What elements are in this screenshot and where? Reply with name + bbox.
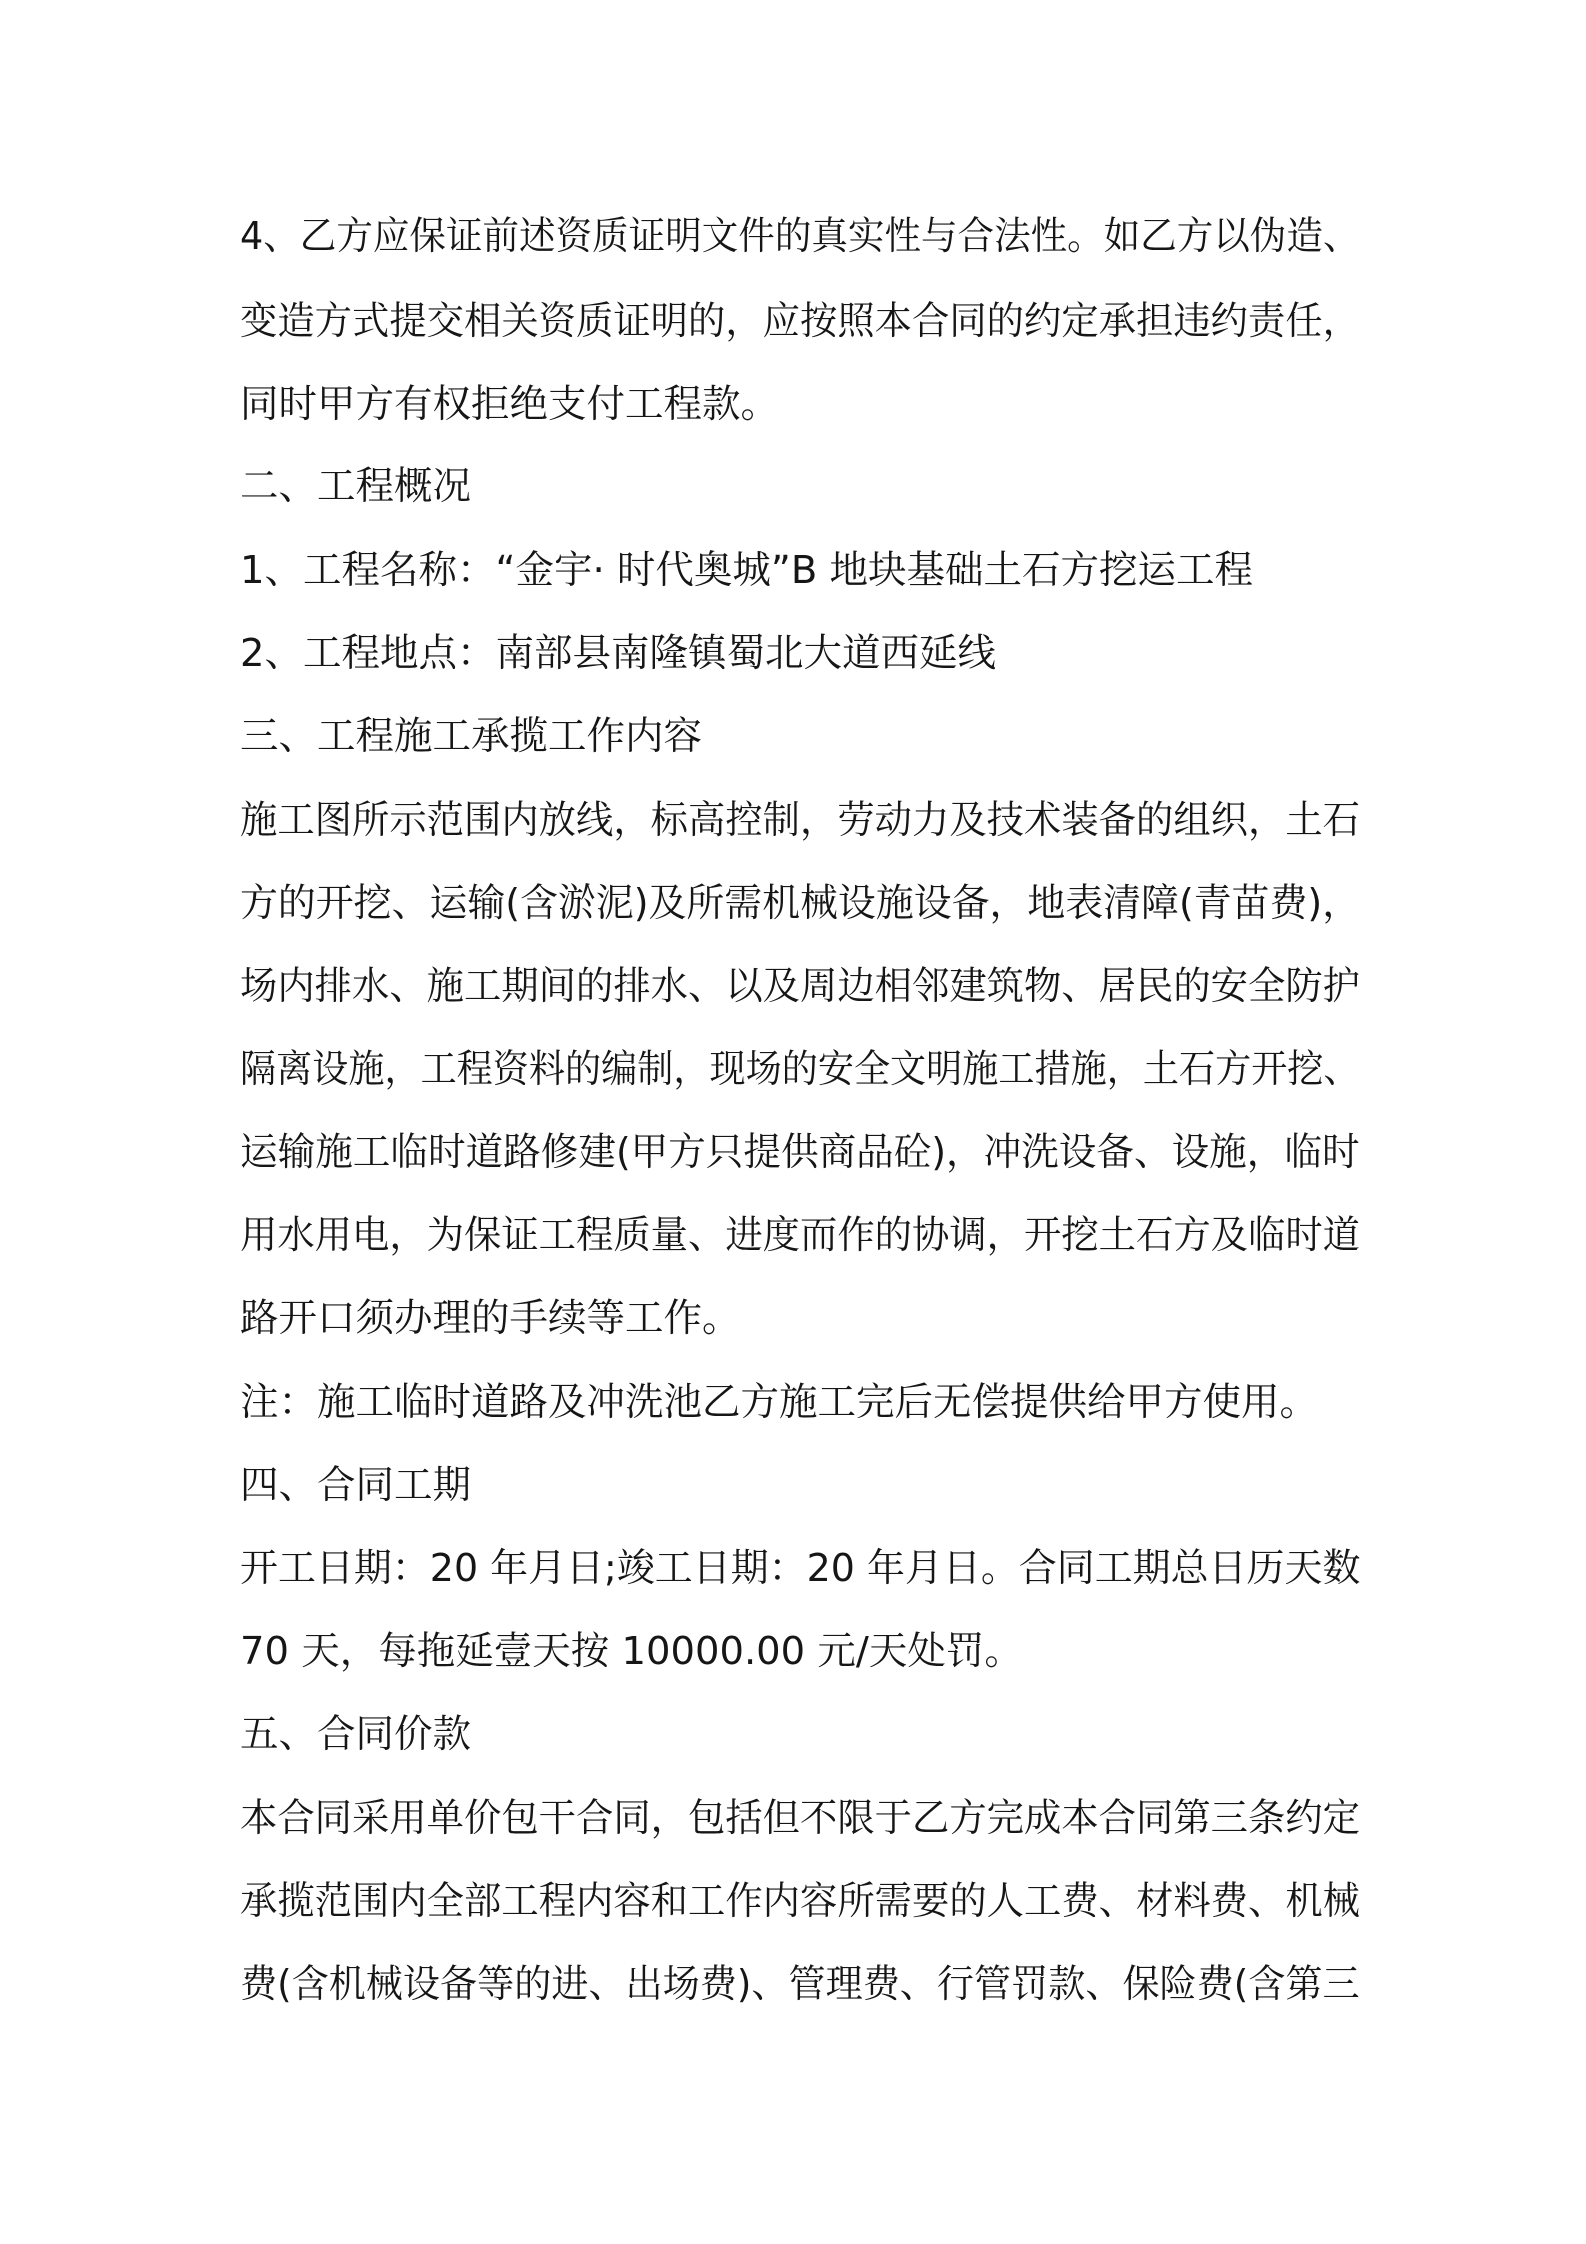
- paragraph-line: 费(含机械设备等的进、出场费)、管理费、行管罚款、保险费(含第三: [240, 1962, 1360, 2007]
- paragraph-line: 同时甲方有权拒绝支付工程款。: [240, 382, 780, 427]
- section-heading: 五、合同价款: [240, 1712, 472, 1757]
- paragraph-line: 场内排水、施工期间的排水、以及周边相邻建筑物、居民的安全防护: [240, 964, 1361, 1009]
- paragraph-line: 路开口须办理的手续等工作。: [240, 1296, 741, 1341]
- paragraph-line: 施工图所示范围内放线，标高控制，劳动力及技术装备的组织，土石: [240, 798, 1361, 843]
- paragraph-line: 4、乙方应保证前述资质证明文件的真实性与合法性。如乙方以伪造、: [240, 214, 1360, 259]
- section-heading: 三、工程施工承揽工作内容: [240, 714, 703, 759]
- section-heading: 二、工程概况: [240, 464, 472, 509]
- paragraph-line: 70 天，每拖延壹天按 10000.00 元/天处罚。: [240, 1629, 1023, 1674]
- paragraph-line: 承揽范围内全部工程内容和工作内容所需要的人工费、材料费、机械: [240, 1879, 1361, 1924]
- paragraph-line: 开工日期：20 年月日;竣工日期：20 年月日。合同工期总日历天数: [240, 1546, 1361, 1591]
- paragraph-line: 隔离设施，工程资料的编制，现场的安全文明施工措施，土石方开挖、: [240, 1047, 1360, 1092]
- note-line: 注：施工临时道路及冲洗池乙方施工完后无偿提供给甲方使用。: [240, 1380, 1319, 1425]
- paragraph-line: 运输施工临时道路修建(甲方只提供商品砼)，冲洗设备、设施，临时: [240, 1130, 1360, 1175]
- paragraph-line: 方的开挖、运输(含淤泥)及所需机械设施设备，地表清障(青苗费)，: [240, 881, 1361, 926]
- paragraph-line: 本合同采用单价包干合同，包括但不限于乙方完成本合同第三条约定: [240, 1796, 1361, 1841]
- paragraph-line: 变造方式提交相关资质证明的，应按照本合同的约定承担违约责任，: [240, 299, 1361, 344]
- section-heading: 四、合同工期: [240, 1463, 472, 1508]
- paragraph-line: 2、工程地点：南部县南隆镇蜀北大道西延线: [240, 631, 996, 676]
- paragraph-line: 用水用电，为保证工程质量、进度而作的协调，开挖土石方及临时道: [240, 1213, 1361, 1258]
- paragraph-line: 1、工程名称：“金宇· 时代奥城”B 地块基础土石方挖运工程: [240, 548, 1254, 593]
